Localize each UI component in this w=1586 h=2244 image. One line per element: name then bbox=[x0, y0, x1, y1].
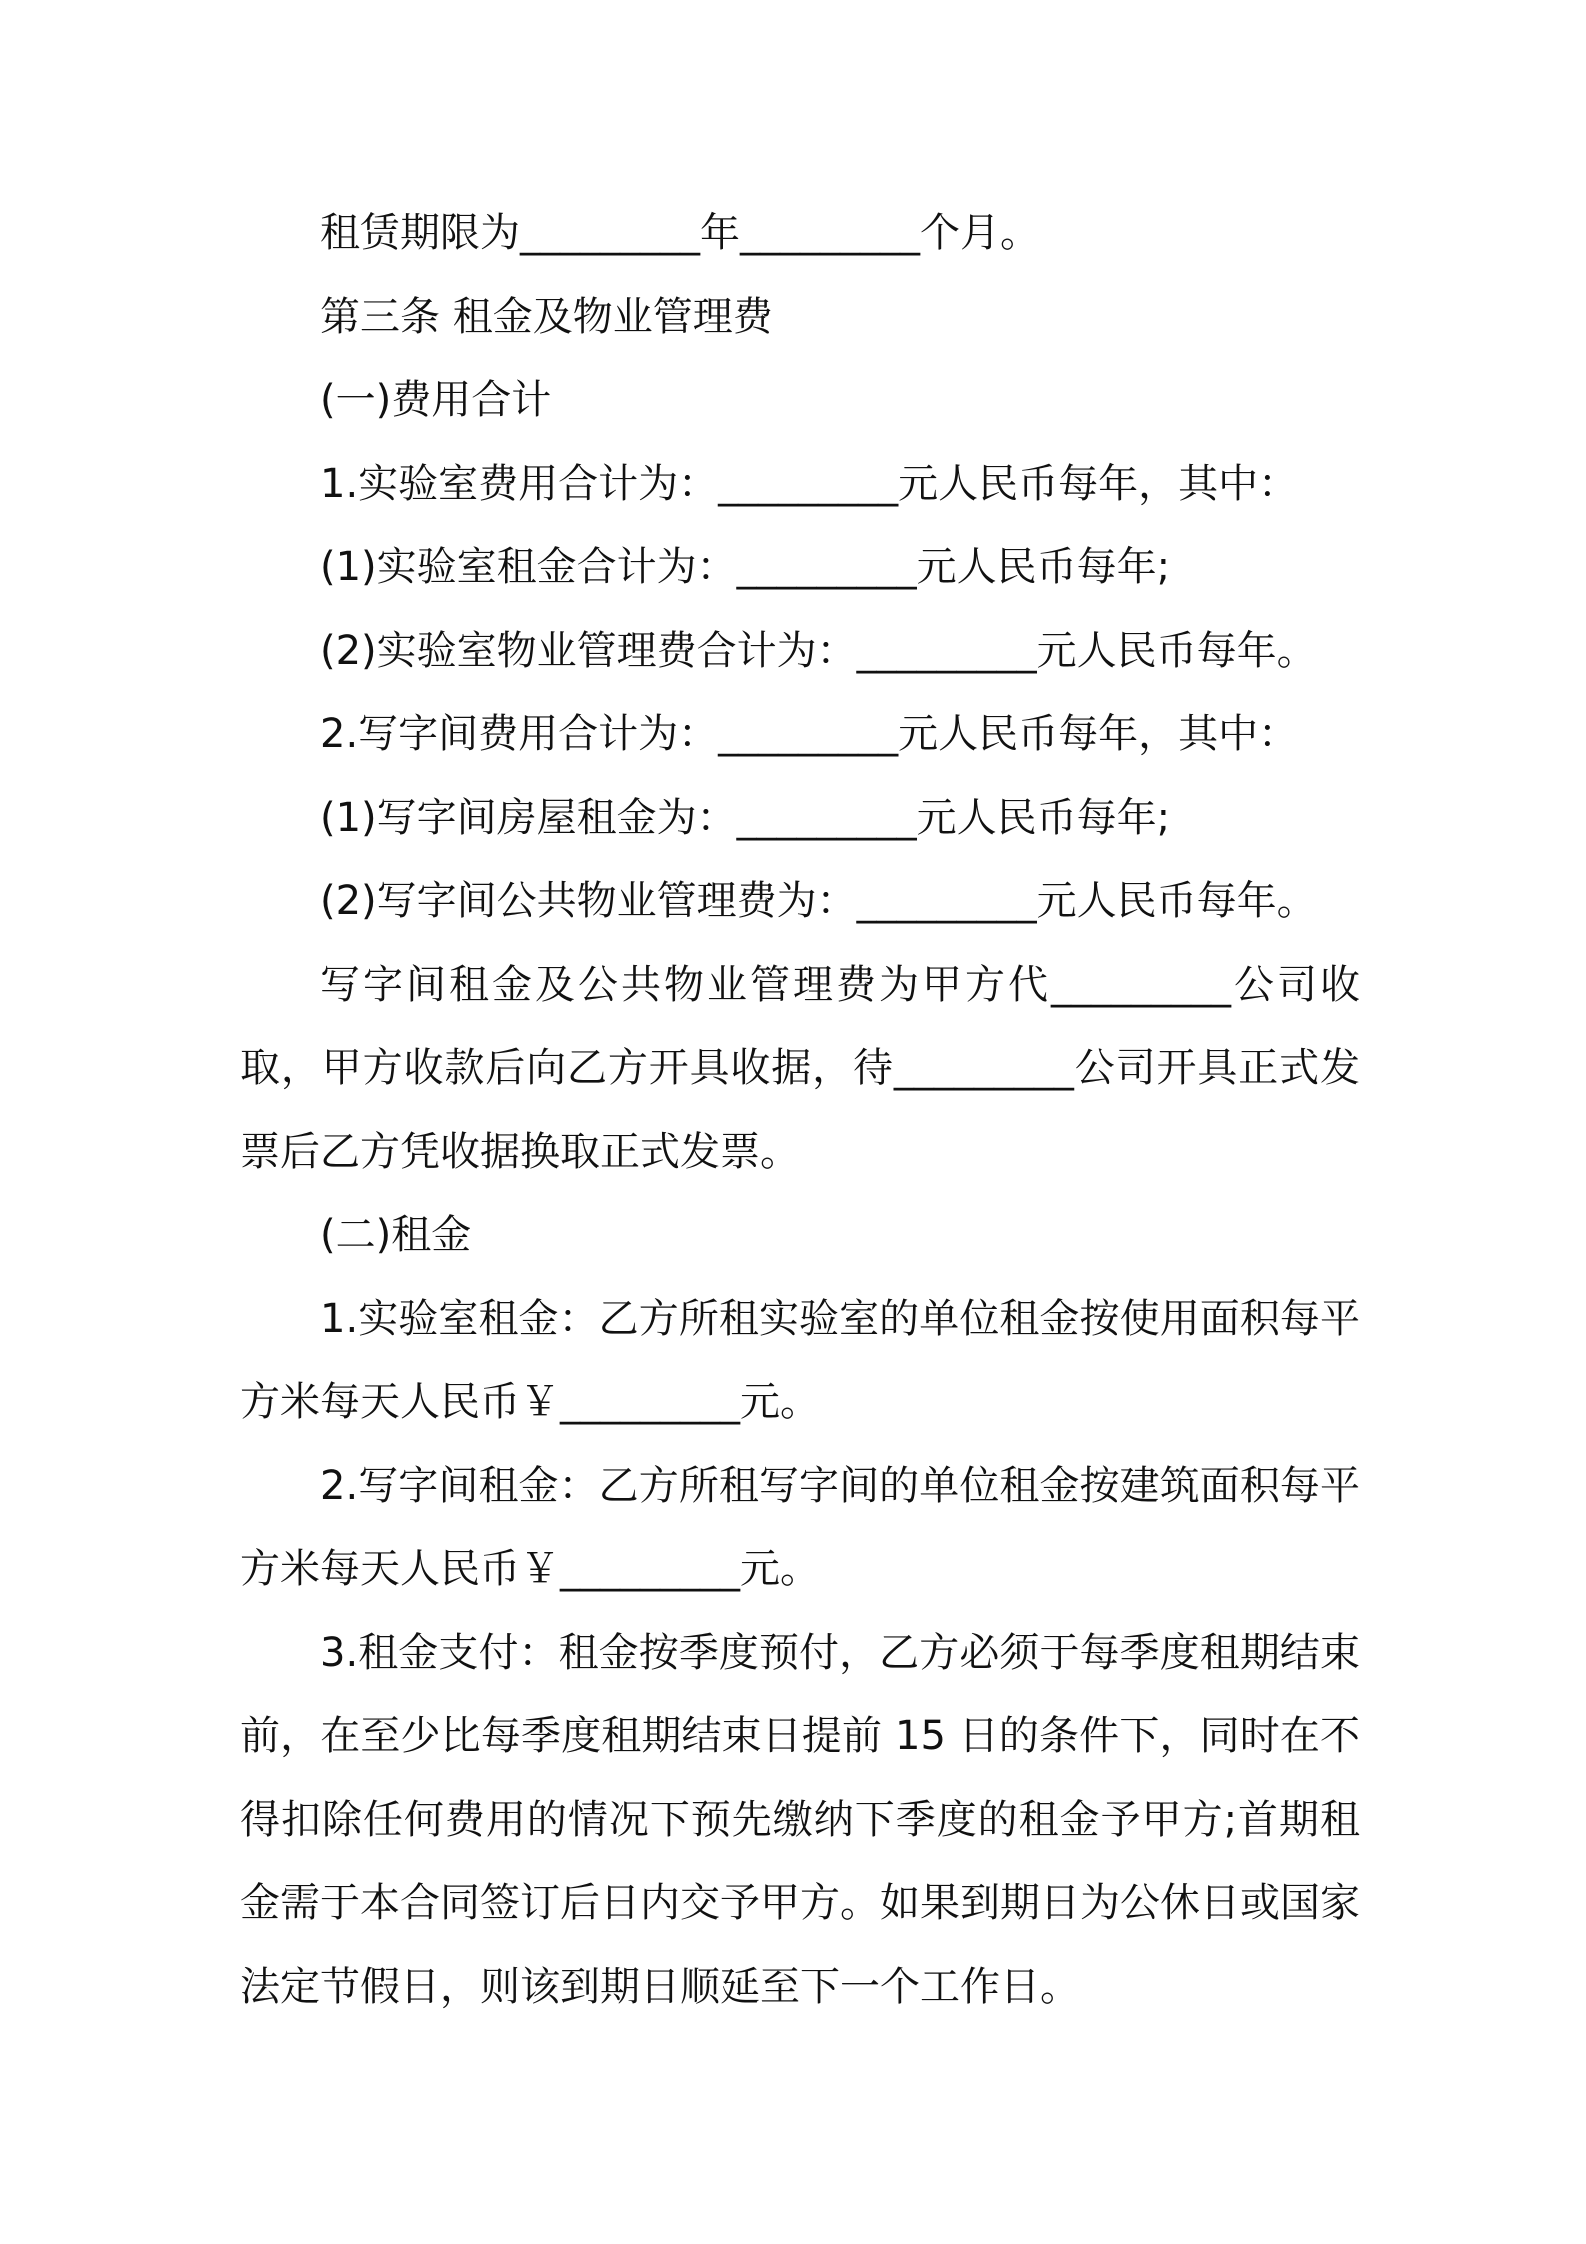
rent-payment-paragraph: 3.租金支付：租金按季度预付，乙方必须于每季度租期结束前，在至少比每季度租期结束日提前 15 日的条件下，同时在不得扣除任何费用的情况下预先缴纳下季度的租金予甲方;首期租金需于本合同签订后日内交予甲方。如果到期日为公休日或国家法定节假日，则该到期日顺延至下一个工作日。 bbox=[240, 1629, 1360, 2010]
lab-cost-total-paragraph: 1.实验室费用合计为：_________元人民币每年，其中： bbox=[320, 460, 1299, 507]
office-rent-paragraph: (1)写字间房屋租金为：_________元人民币每年; bbox=[320, 794, 1171, 841]
section-rent-heading: (二)租金 bbox=[320, 1212, 472, 1258]
section-cost-total-heading: (一)费用合计 bbox=[320, 377, 552, 423]
article-three-heading: 第三条 租金及物业管理费 bbox=[320, 293, 773, 340]
lab-property-fee-paragraph: (2)实验室物业管理费合计为：_________元人民币每年。 bbox=[320, 627, 1317, 674]
document-body bbox=[240, 192, 1360, 2029]
office-property-fee-paragraph: (2)写字间公共物业管理费为：_________元人民币每年。 bbox=[320, 878, 1317, 924]
lab-rent-rate-paragraph: 1.实验室租金：乙方所租实验室的单位租金按使用面积每平方米每天人民币￥_________元。 bbox=[240, 1295, 1360, 1425]
office-cost-total-paragraph: 2.写字间费用合计为：_________元人民币每年，其中： bbox=[320, 711, 1299, 757]
office-collection-paragraph: 写字间租金及公共物业管理费为甲方代_________公司收取，甲方收款后向乙方开具收据，待_________公司开具正式发票后乙方凭收据换取正式发票。 bbox=[240, 961, 1360, 1175]
lab-rent-total-paragraph: (1)实验室租金合计为：_________元人民币每年; bbox=[320, 544, 1171, 590]
lease-term-paragraph: 租赁期限为_________年_________个月。 bbox=[320, 210, 1040, 256]
office-rent-rate-paragraph: 2.写字间租金：乙方所租写字间的单位租金按建筑面积每平方米每天人民币￥_________元。 bbox=[240, 1462, 1360, 1592]
